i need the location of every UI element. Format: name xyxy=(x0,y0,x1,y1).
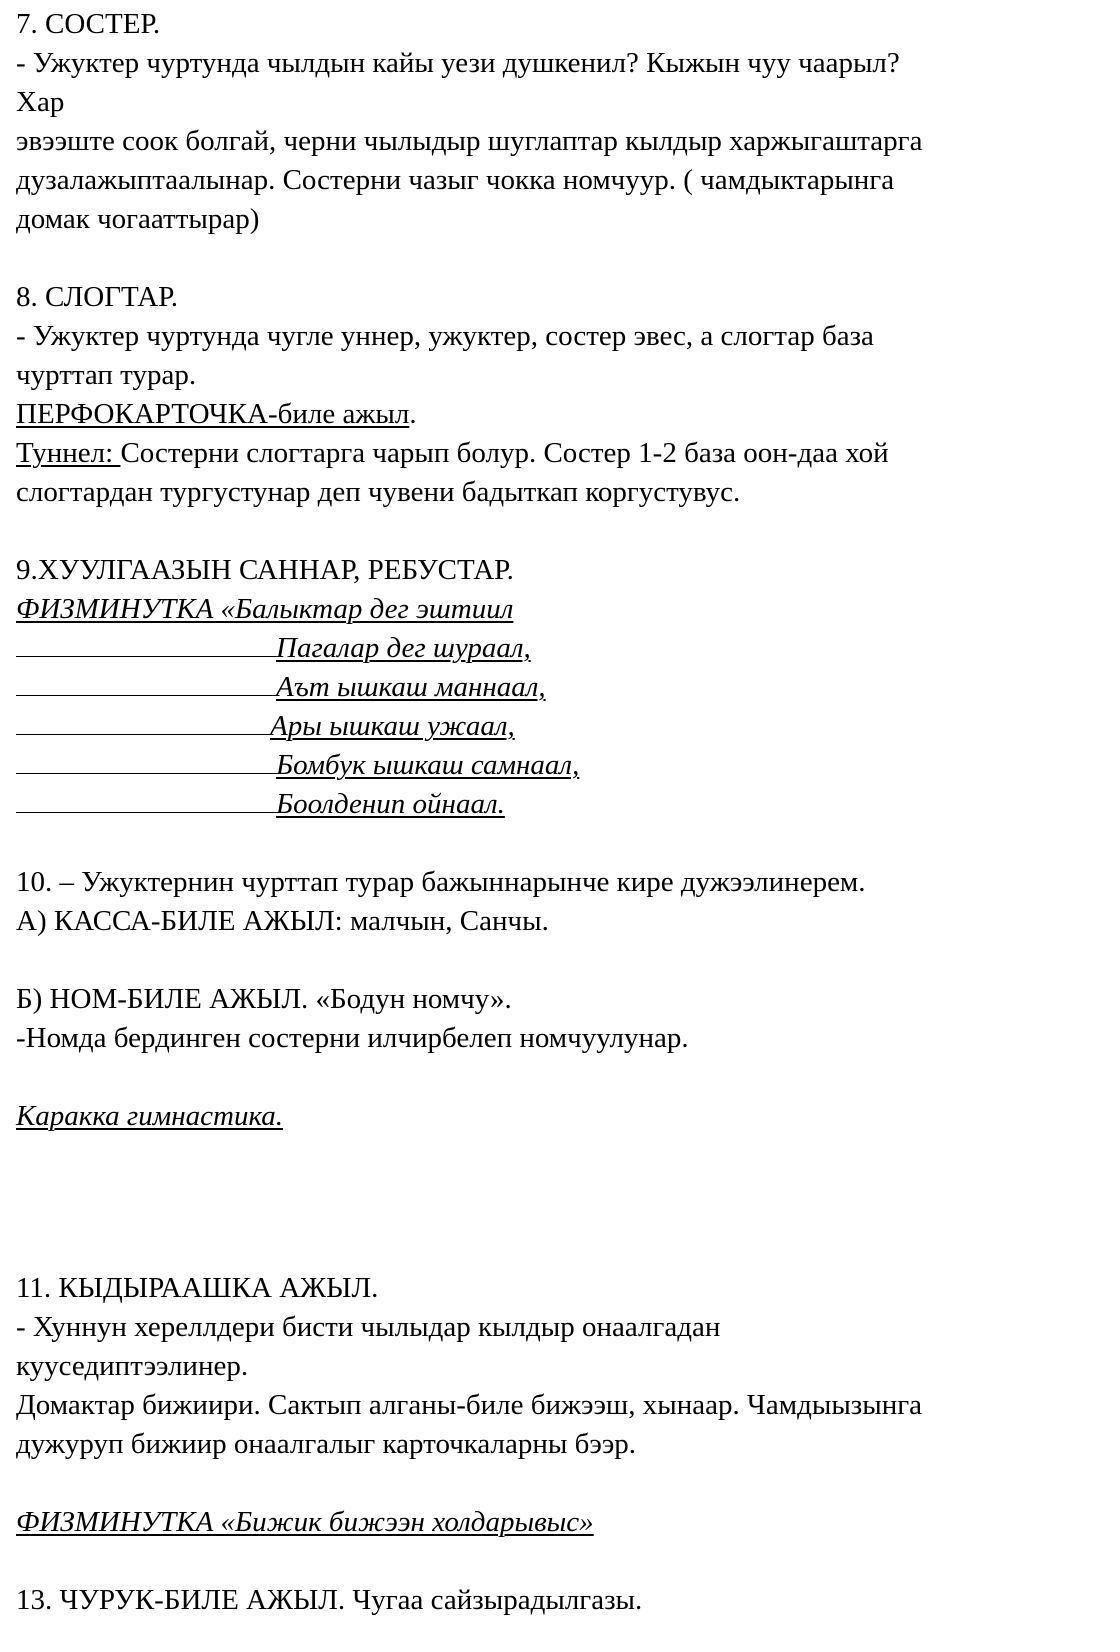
section-10-b-line: Б) НОМ-БИЛЕ АЖЫЛ. «Бодун номчу». xyxy=(16,983,512,1015)
section-8-line: чурттап турар. xyxy=(16,359,197,391)
section-7-line: - Ужуктер чуртунда чылдын кайы уези душкенил? Кыжын чуу чаарыл? xyxy=(16,47,900,79)
section-7-line: эвээште соок болгай, черни чылыдыр шуглаптар кылдыр харжыгаштарга xyxy=(16,125,923,157)
verse-blank xyxy=(16,708,270,735)
perfocard-line xyxy=(16,396,417,432)
section-8-line: - Ужуктер чуртунда чугле уннер, ужуктер, состер эвес, а слогтар база xyxy=(16,320,874,352)
tunnel-line xyxy=(16,435,889,471)
verse-text: Пагалар дег шураал, xyxy=(276,632,531,664)
section-13-heading: 13. ЧУРУК-БИЛЕ АЖЫЛ. Чугаа сайзырадылгазы. xyxy=(16,1584,643,1616)
section-9-heading: 9.ХУУЛГААЗЫН САННАР, РЕБУСТАР. xyxy=(16,554,514,586)
section-11-line: дужуруп бижиир онаалгалыг карточкаларны бээр. xyxy=(16,1428,637,1460)
section-7-line: Хар xyxy=(16,86,65,118)
verse-text: Ары ышкаш ужаал, xyxy=(270,710,515,742)
verse-blank xyxy=(16,747,276,774)
verse-blank xyxy=(16,630,276,657)
verse-line xyxy=(16,669,546,705)
section-7-line: домак чогааттырар) xyxy=(16,203,260,235)
section-10-a-line: А) КАССА-БИЛЕ АЖЫЛ: малчын, Санчы. xyxy=(16,905,549,937)
verse-line xyxy=(16,786,505,822)
section-10-b-sub: -Номда бердинген состерни илчирбелеп номчуулунар. xyxy=(16,1022,689,1054)
tunnel-label: Туннел: xyxy=(16,437,121,469)
section-7-heading: 7. СОСТЕР. xyxy=(16,8,161,40)
section-8-line: слогтардан тургустунар деп чувени бадыткап коргустувус. xyxy=(16,476,741,508)
verse-line xyxy=(16,747,579,783)
verse-blank xyxy=(16,669,276,696)
tunnel-text: Состерни слогтарга чарып болур. Состер 1-2 база оон-даа хой xyxy=(120,437,889,469)
fizminutka-2-title: ФИЗМИНУТКА «Бижик бижээн холдарывыс» xyxy=(16,1506,594,1538)
section-11-heading: 11. КЫДЫРААШКА АЖЫЛ. xyxy=(16,1272,379,1304)
verse-text: Боолденип ойнаал. xyxy=(276,788,505,820)
verse-blank xyxy=(16,786,276,813)
verse-text: Бомбук ышкаш самнаал, xyxy=(276,749,580,781)
section-7-line: дузалажыптаалынар. Состерни чазыг чокка номчуур. ( чамдыктарынга xyxy=(16,164,895,196)
section-11-line: - Хуннун хереллдери бисти чылыдар кылдыр онаалгадан xyxy=(16,1311,721,1343)
fizminutka-title: ФИЗМИНУТКА «Балыктар дег эштиил xyxy=(16,593,514,625)
section-11-line: Домактар бижиири. Сактып алганы-биле бижээш, хынаар. Чамдыызынга xyxy=(16,1389,923,1421)
verse-line xyxy=(16,708,515,744)
perfocard-dot: . xyxy=(409,398,417,430)
verse-text: Аът ышкаш маннаал, xyxy=(276,671,546,703)
section-11-line: кууседиптээлинер. xyxy=(16,1350,249,1382)
eye-gymnastics: Каракка гимнастика. xyxy=(16,1100,284,1132)
perfocard-label: ПЕРФОКАРТОЧКА-биле ажыл xyxy=(16,398,410,430)
verse-line xyxy=(16,630,531,666)
section-8-heading: 8. СЛОГТАР. xyxy=(16,281,178,313)
section-10-heading: 10. – Ужуктернин чурттап турар бажыннарынче кире дужээлинерем. xyxy=(16,866,866,898)
